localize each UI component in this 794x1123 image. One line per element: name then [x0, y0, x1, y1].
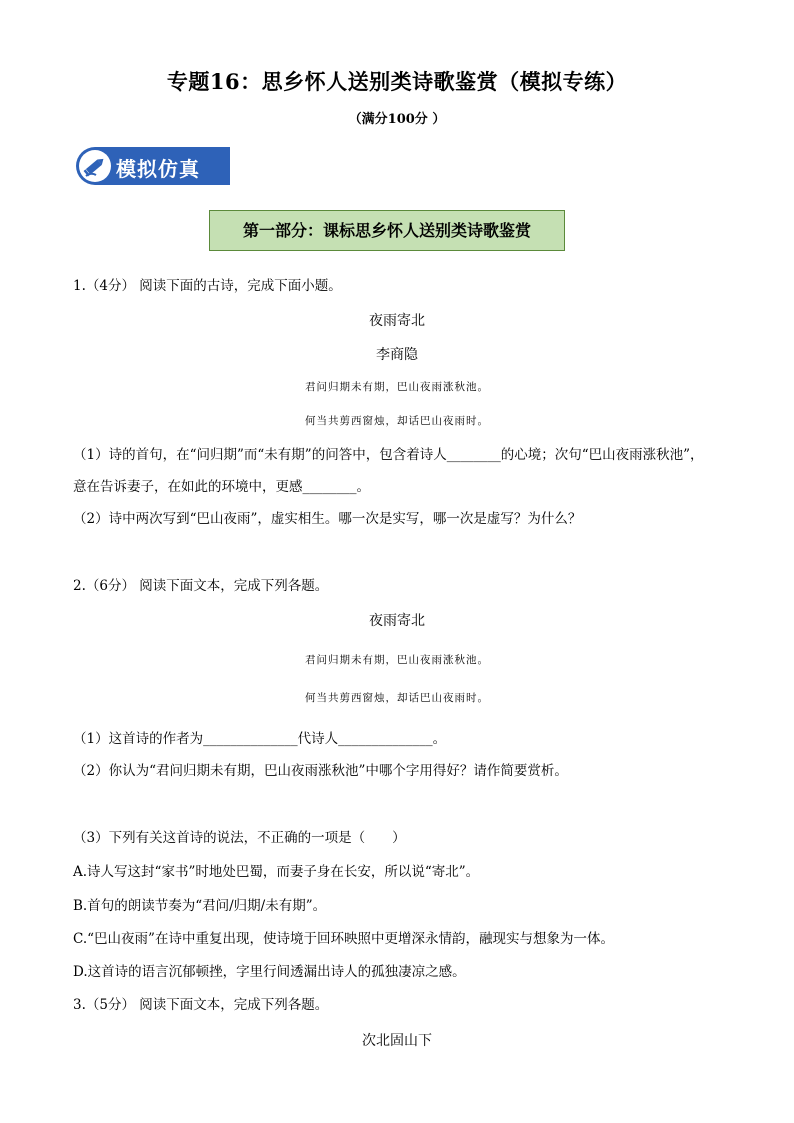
q2-sub3: （3）下列有关这首诗的说法，不正确的一项是（ ） — [73, 830, 406, 846]
q1-sub2: （2）诗中两次写到“巴山夜雨”，虚实相生。哪一次是实写，哪一次是虚写？为什么？ — [73, 511, 582, 527]
q1-sub1-line1: （1）诗的首句，在“问归期”而“未有期”的问答中，包含着诗人________的心境；次句“巴山夜雨涨秋池”， — [73, 447, 704, 463]
q1-sub1-line2: 意在告诉妻子，在如此的环境中，更感________。 — [73, 479, 370, 495]
page-title: 专题16：思乡怀人送别类诗歌鉴赏（模拟专练） — [166, 69, 628, 94]
q2-option-c: C.“巴山夜雨”在诗中重复出现，使诗境于回环映照中更增深永情韵，融现实与想象为一体。 — [73, 931, 614, 947]
q3-stem: 3.（5分） 阅读下面文本，完成下列各题。 — [73, 997, 329, 1013]
q2-poem-title: 夜雨寄北 — [369, 613, 425, 629]
pencil-icon — [79, 150, 111, 182]
section-heading: 第一部分：课标思乡怀人送别类诗歌鉴赏 — [209, 210, 565, 251]
q2-stem: 2.（6分） 阅读下面文本，完成下列各题。 — [73, 578, 329, 594]
q2-sub2: （2）你认为“君问归期未有期，巴山夜雨涨秋池”中哪个字用得好？请作简要赏析。 — [73, 763, 568, 779]
q2-poem-line-1: 君问归期未有期，巴山夜雨涨秋池。 — [305, 654, 489, 666]
q2-option-a: A.诗人写这封“家书”时地处巴蜀，而妻子身在长安，所以说“寄北”。 — [73, 864, 480, 880]
q2-poem-line-2: 何当共剪西窗烛，却话巴山夜雨时。 — [305, 692, 489, 704]
section-banner — [76, 147, 230, 185]
q1-poem-author: 李商隐 — [376, 347, 418, 363]
q2-option-b: B.首句的朗读节奏为“君问/归期/未有期”。 — [73, 898, 327, 914]
banner-label: 模拟仿真 — [116, 157, 200, 181]
q1-poem-title: 夜雨寄北 — [369, 313, 425, 329]
q3-poem-title: 次北固山下 — [362, 1033, 432, 1049]
q2-sub1: （1）这首诗的作者为______________代诗人______________。 — [73, 731, 447, 747]
score-note: （满分100分 ） — [348, 112, 446, 127]
q1-poem-line-2: 何当共剪西窗烛，却话巴山夜雨时。 — [305, 415, 489, 427]
q2-option-d: D.这首诗的语言沉郁顿挫，字里行间透漏出诗人的孤独凄凉之感。 — [73, 964, 466, 980]
q1-poem-line-1: 君问归期未有期，巴山夜雨涨秋池。 — [305, 381, 489, 393]
q1-stem: 1.（4分） 阅读下面的古诗，完成下面小题。 — [73, 278, 342, 294]
